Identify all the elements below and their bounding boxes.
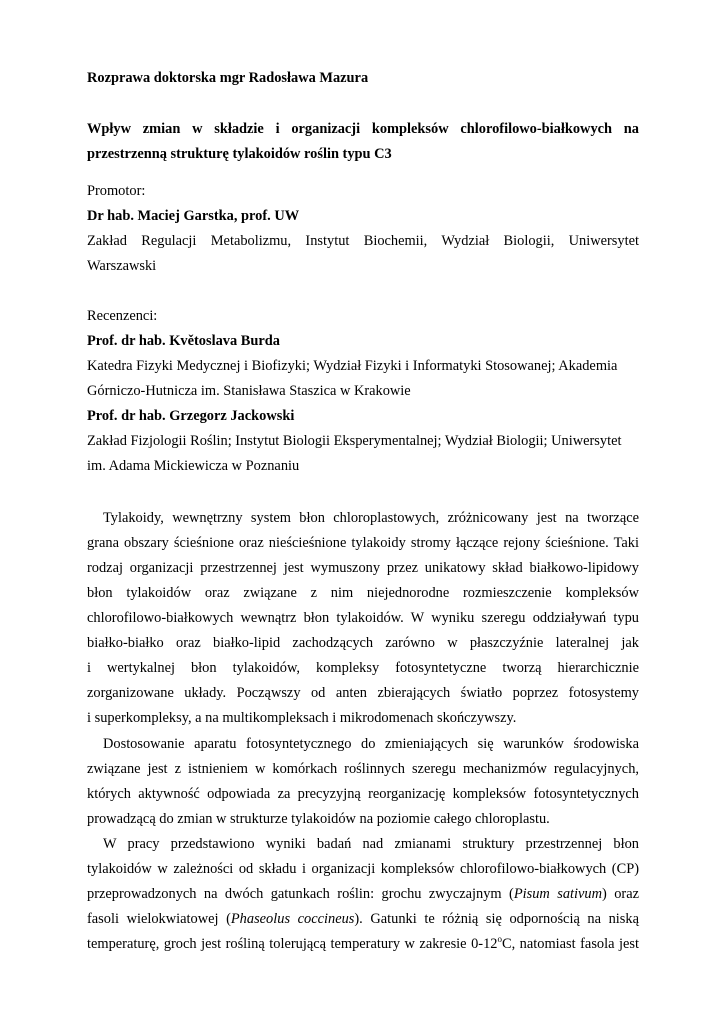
text-segment: fasoli wielokwiatowej (: [87, 911, 231, 927]
paragraph-2-line-1: Dostosowanie aparatu fotosyntetycznego do zmieniających się warunków środowiska: [103, 736, 639, 752]
degree-superscript: o: [497, 934, 502, 945]
paragraph-3-line-5: [87, 935, 639, 953]
paragraph-2-line-3: których aktywność odpowiada za precyzyjną reorganizację kompleksów fotosyntetycznych: [87, 786, 639, 802]
reviewer-2-affiliation-2: im. Adama Mickiewicza w Poznaniu: [87, 458, 300, 474]
promotor-affiliation-2: Warszawski: [87, 258, 157, 274]
text-segment: przeprowadzonych na dwóch gatunkach roślin: grochu zwyczajnym (: [87, 886, 514, 902]
reviewer-2-affiliation-1: Zakład Fizjologii Roślin; Instytut Biologii Eksperymentalnej; Wydział Biologii; Uniwersytet: [87, 433, 622, 449]
paragraph-3-line-3: [87, 885, 639, 903]
reviewer-2-name: Prof. dr hab. Grzegorz Jackowski: [87, 408, 295, 424]
paragraph-1-line-9: i superkompleksy, a na multikompleksach i mikrodomenach skończywszy.: [87, 710, 517, 726]
paragraph-3-line-4: [87, 910, 639, 928]
paragraph-1-line-6: białko-białko oraz białko-lipid zachodzących zarówno w płaszczyźnie lateralnej jak: [87, 635, 639, 651]
species-name: Pisum sativum: [513, 886, 603, 902]
reviewers-label: Recenzenci:: [87, 308, 158, 324]
reviewer-1-name: Prof. dr hab. Květoslava Burda: [87, 333, 280, 349]
promotor-label: Promotor:: [87, 183, 146, 199]
paragraph-1-line-8: zorganizowane układy. Począwszy od anten zbierających światło poprzez fotosystemy: [87, 685, 639, 701]
paragraph-1-line-5: chlorofilowo-białkowych wewnątrz błon tylakoidów. W wyniku szeregu oddziaływań typu: [87, 610, 639, 626]
reviewer-1-affiliation-2: Górniczo-Hutnicza im. Stanisława Staszica w Krakowie: [87, 383, 411, 399]
title-line-1: Wpływ zmian w składzie i organizacji kompleksów chlorofilowo-białkowych na: [87, 121, 639, 137]
promotor-affiliation-1: Zakład Regulacji Metabolizmu, Instytut Biochemii, Wydział Biologii, Uniwersytet: [87, 233, 639, 249]
thesis-header: Rozprawa doktorska mgr Radosława Mazura: [87, 70, 369, 86]
paragraph-3-line-2: tylakoidów w zależności od składu i organizacji kompleksów chlorofilowo-białkowych (CP): [87, 861, 639, 877]
text-segment: ) oraz: [602, 886, 640, 902]
species-name: Phaseolus coccineus: [230, 911, 355, 927]
paragraph-2-line-4: prowadzącą do zmian w strukturze tylakoidów na poziomie całego chloroplastu.: [87, 811, 550, 827]
paragraph-1-line-7: i wertykalnej błon tylakoidów, kompleksy fotosyntetyczne tworzą hierarchicznie: [87, 660, 639, 676]
paragraph-1-line-3: rodzaj organizacji przestrzennej jest wymuszony przez unikatowy skład białkowo-lipidowy: [87, 560, 639, 576]
text-segment: C, natomiast fasola jest: [501, 936, 639, 952]
title-line-2: przestrzenną strukturę tylakoidów roślin typu C3: [87, 146, 392, 162]
paragraph-1-line-2: grana obszary ścieśnione oraz nieścieśnione tylakoidy stromy łączące rejony ścieśnione. Taki: [87, 535, 639, 551]
paragraph-1-line-1: Tylakoidy, wewnętrzny system błon chloroplastowych, zróżnicowany jest na tworzące: [103, 510, 639, 526]
paragraph-2-line-2: związane jest z istnieniem w komórkach roślinnych szeregu mechanizmów regulacyjnych,: [87, 761, 639, 777]
text-segment: ). Gatunki te różnią się odpornością na niską: [354, 911, 639, 927]
paragraph-1-line-4: błon tylakoidów oraz związane z nim niejednorodne rozmieszczenie kompleksów: [87, 585, 639, 601]
paragraph-3-line-1: W pracy przedstawiono wyniki badań nad zmianami struktury przestrzennej błon: [103, 836, 639, 852]
promotor-name: Dr hab. Maciej Garstka, prof. UW: [87, 208, 300, 224]
text-segment: temperaturę, groch jest rośliną tolerującą temperatury w zakresie 0-12: [87, 936, 498, 952]
reviewer-1-affiliation-1: Katedra Fizyki Medycznej i Biofizyki; Wydział Fizyki i Informatyki Stosowanej; Akademia: [87, 358, 618, 374]
